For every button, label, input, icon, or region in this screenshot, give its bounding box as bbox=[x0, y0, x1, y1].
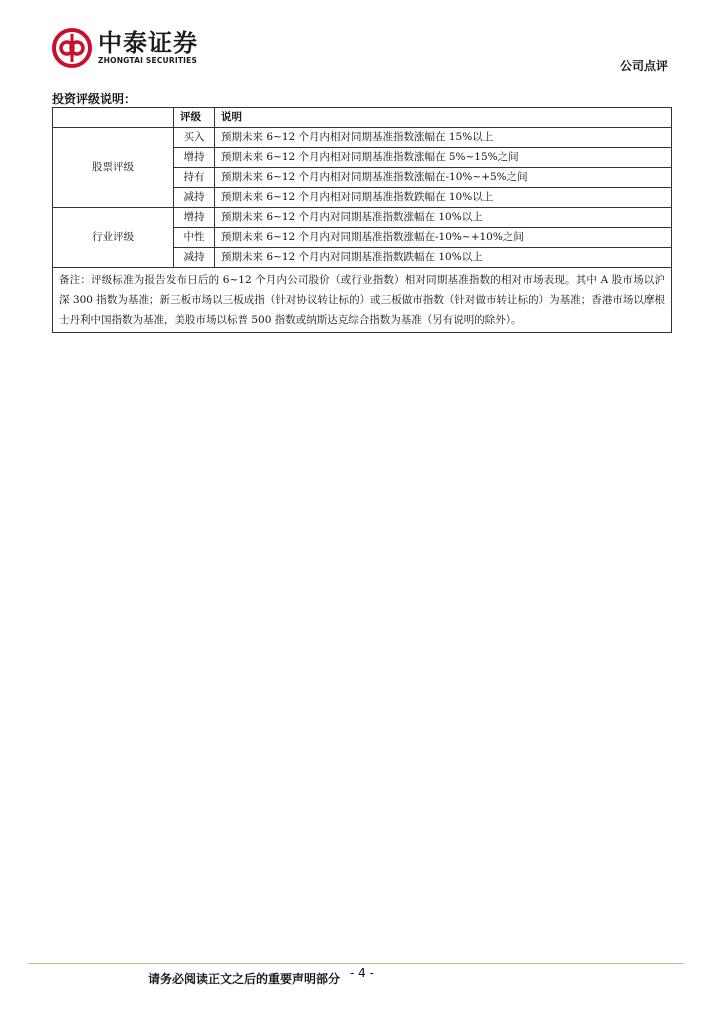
footer-divider bbox=[28, 963, 684, 964]
footer-disclaimer: 请务必阅读正文之后的重要声明部分 bbox=[148, 972, 341, 986]
rating-note: 备注：评级标准为报告发布日后的 6~12 个月内公司股价（或行业指数）相对同期基准指数的相对市场表现。其中 A 股市场以沪深 300 指数为基准；新三板市场以三板成指（针对协议转让标的）或三板做市指数（针对做市转让标的）为基准；香港市场以摩根士丹利中国指数为基准，美股市场以标普 500 指数或纳斯达克综合指数为基准（另有说明的除外）。 bbox=[53, 268, 672, 333]
rating-table bbox=[52, 107, 672, 333]
description-cell: 预期未来 6~12 个月内相对同期基准指数涨幅在-10%~+5%之间 bbox=[215, 168, 672, 188]
group-stock-rating: 股票评级 bbox=[53, 128, 174, 208]
grade-cell: 减持 bbox=[174, 248, 215, 268]
document-type: 公司点评 bbox=[619, 59, 668, 73]
description-cell: 预期未来 6~12 个月内相对同期基准指数涨幅在 15%以上 bbox=[215, 128, 672, 148]
company-name-cn: 中泰证券 bbox=[98, 29, 198, 57]
page-number: - 4 - bbox=[350, 966, 374, 980]
description-cell: 预期未来 6~12 个月内对同期基准指数涨幅在 10%以上 bbox=[215, 208, 672, 228]
header-description: 说明 bbox=[215, 108, 672, 128]
description-cell: 预期未来 6~12 个月内相对同期基准指数涨幅在 5%~15%之间 bbox=[215, 148, 672, 168]
note-row bbox=[53, 268, 672, 333]
header-grade: 评级 bbox=[174, 108, 215, 128]
description-cell: 预期未来 6~12 个月内对同期基准指数跌幅在 10%以上 bbox=[215, 248, 672, 268]
table-header-row bbox=[53, 108, 672, 128]
empty-header-cell bbox=[53, 108, 174, 128]
grade-cell: 增持 bbox=[174, 148, 215, 168]
grade-cell: 增持 bbox=[174, 208, 215, 228]
grade-cell: 中性 bbox=[174, 228, 215, 248]
table-row bbox=[53, 208, 672, 228]
description-cell: 预期未来 6~12 个月内相对同期基准指数跌幅在 10%以上 bbox=[215, 188, 672, 208]
group-industry-rating: 行业评级 bbox=[53, 208, 174, 268]
company-logo bbox=[52, 28, 198, 68]
company-name-en: ZHONGTAI SECURITIES bbox=[98, 56, 198, 65]
table-row bbox=[53, 128, 672, 148]
grade-cell: 买入 bbox=[174, 128, 215, 148]
grade-cell: 持有 bbox=[174, 168, 215, 188]
section-title: 投资评级说明： bbox=[52, 92, 137, 106]
zhongtai-logo-icon bbox=[52, 28, 92, 68]
description-cell: 预期未来 6~12 个月内对同期基准指数涨幅在-10%~+10%之间 bbox=[215, 228, 672, 248]
grade-cell: 减持 bbox=[174, 188, 215, 208]
